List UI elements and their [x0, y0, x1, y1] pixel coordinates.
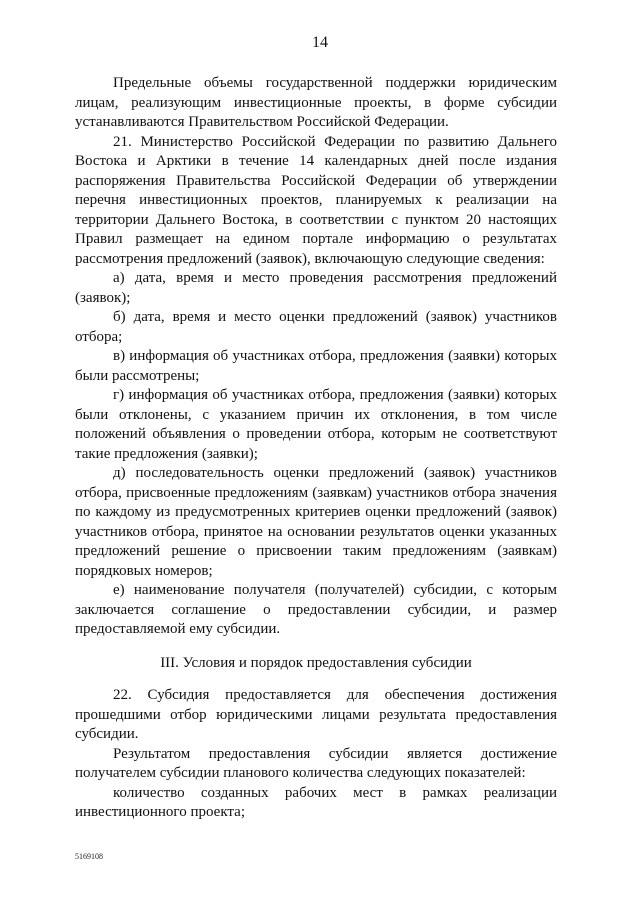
paragraph-22: 22. Субсидия предоставляется для обеспечения достижения прошедшими отбор юридическими лицами результата предоставления субсидии.: [75, 687, 557, 742]
document-code: 5169108: [75, 852, 103, 861]
section-heading: III. Условия и порядок предоставления субсидии: [160, 654, 472, 671]
document-body: [75, 74, 557, 823]
list-item-d: д) последовательность оценки предложений (заявок) участников отбора, присвоенные предложениям (заявкам) участников отбора значения по каждому из предусмотренных критериев оценки предложений (заявок) участников отбора, принятое на основании результатов оценки указанных предложений решение о присвоении таким предложениям (заявкам) порядковых номеров;: [75, 465, 557, 579]
list-item-a: а) дата, время и место проведения рассмотрения предложений (заявок);: [75, 270, 557, 306]
list-item-g: г) информация об участниках отбора, предложения (заявки) которых были отклонены, с указанием причин их отклонения, в том числе положений объявления о проведении отбора, которым не соответствуют такие предложения (заявки);: [75, 387, 557, 462]
list-item-v: в) информация об участниках отбора, предложения (заявки) которых были рассмотрены;: [75, 348, 557, 384]
list-item-e: е) наименование получателя (получателей) субсидии, с которым заключается соглашение о предоставлении субсидии, и размер предоставляемой ему субсидии.: [75, 582, 557, 637]
paragraph-support-limits: Предельные объемы государственной поддержки юридическим лицам, реализующим инвестиционные проекты, в форме субсидии устанавливаются Правительством Российской Федерации.: [75, 75, 557, 130]
list-item-b: б) дата, время и место оценки предложений (заявок) участников отбора;: [75, 309, 557, 345]
paragraph-indicator-jobs: количество созданных рабочих мест в рамках реализации инвестиционного проекта;: [75, 784, 557, 820]
paragraph-21: 21. Министерство Российской Федерации по развитию Дальнего Востока и Арктики в течение 14 календарных дней после издания распоряжения Правительства Российской Федерации об утверждении перечня инвестиционных проектов, планируемых к реализации на территории Дальнего Востока, в соответствии с пунктом 20 настоящих Правил размещает на едином портале информацию о результатах рассмотрения предложений (заявок), включающую следующие сведения:: [75, 133, 557, 267]
paragraph-result: Результатом предоставления субсидии является достижение получателем субсидии планового количества следующих показателей:: [75, 745, 557, 781]
page-number: 14: [312, 34, 328, 51]
